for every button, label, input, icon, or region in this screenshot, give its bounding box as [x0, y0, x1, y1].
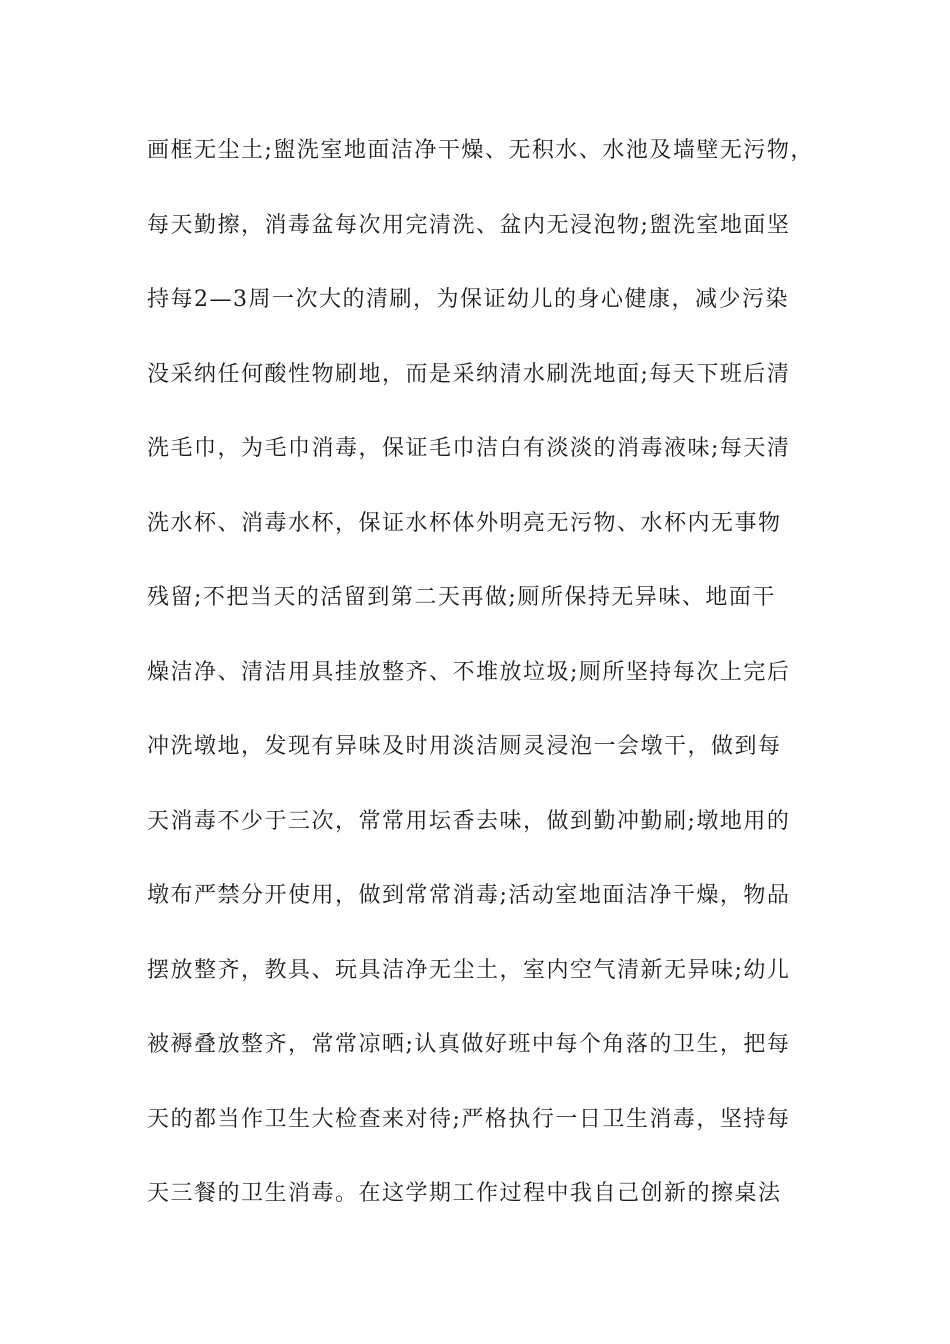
text-line: 摆放整齐，教具、玩具洁净无尘土，室内空气清新无异味;幼儿 [147, 957, 791, 983]
text-line: 天的都当作卫生大检查来对待;严格执行一日卫生消毒，坚持每 [147, 1106, 791, 1132]
text-line: 洗水杯、消毒水杯，保证水杯体外明亮无污物、水杯内无事物 [147, 510, 782, 536]
text-line: 天消毒不少于三次，常常用坛香去味，做到勤冲勤刷;墩地用的 [147, 808, 791, 834]
text-line: 持每2—3周一次大的清刷，为保证幼儿的身心健康，减少污染 [147, 287, 789, 312]
text-line: 燥洁净、清洁用具挂放整齐、不堆放垃圾;厕所坚持每次上完后 [147, 659, 791, 685]
text-line: 冲洗墩地，发现有异味及时用淡洁厕灵浸泡一会墩干，做到每 [147, 734, 782, 759]
text-line: 天三餐的卫生消毒。在这学期工作过程中我自己创新的擦桌法 [147, 1181, 782, 1206]
text-line: 没采纳任何酸性物刷地，而是采纳清水刷洗地面;每天下班后清 [147, 361, 791, 387]
text-line: 被褥叠放整齐，常常凉晒;认真做好班中每个角落的卫生，把每 [147, 1032, 791, 1057]
text-line: 墩布严禁分开使用，做到常常消毒;活动室地面洁净干燥，物品 [147, 883, 791, 908]
text-line: 画框无尘土;盥洗室地面洁净干燥、无积水、水池及墙壁无污物， [147, 138, 814, 163]
text-line: 洗毛巾，为毛巾消毒，保证毛巾洁白有淡淡的消毒液味;每天清 [147, 436, 791, 461]
text-line: 残留;不把当天的活留到第二天再做;厕所保持无异味、地面干 [147, 585, 776, 610]
body-text [147, 131, 827, 1249]
text-line: 每天勤擦，消毒盆每次用完清洗、盆内无浸泡物;盥洗室地面坚 [147, 212, 791, 238]
